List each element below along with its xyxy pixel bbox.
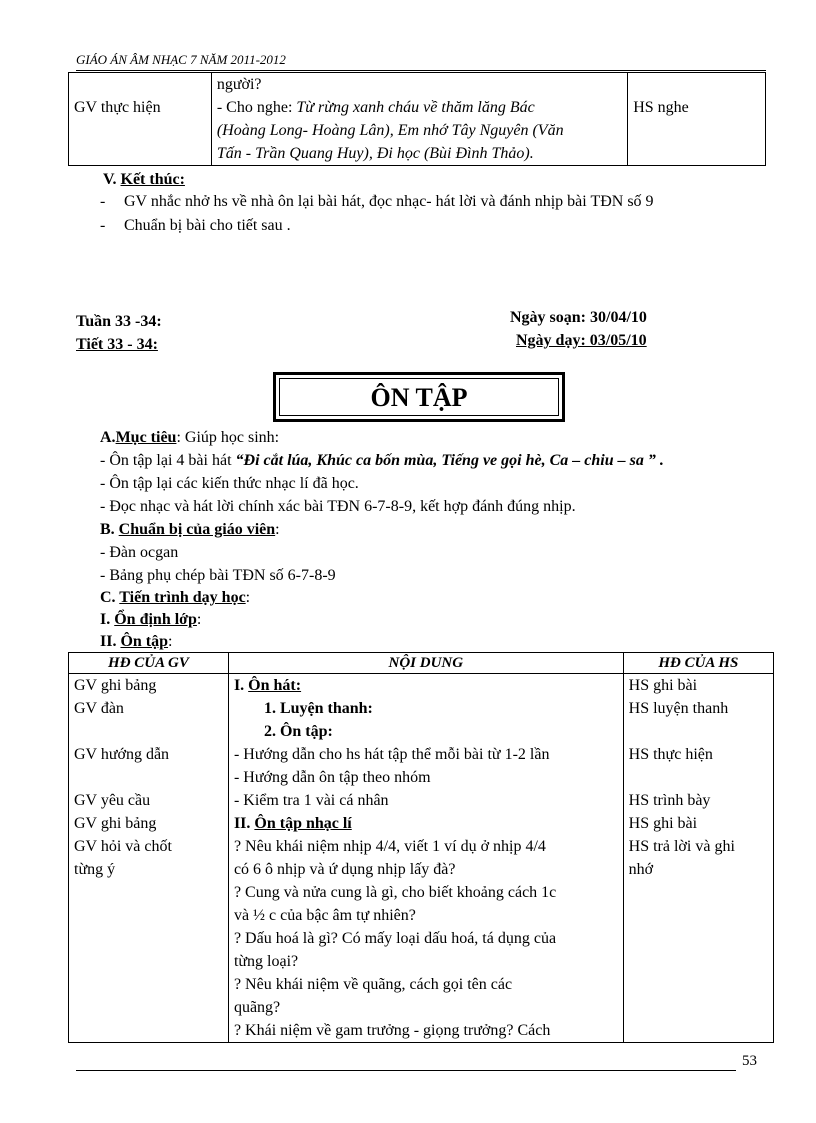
- top-table-line: (Hoàng Long- Hoàng Lân), Em nhớ Tây Nguyên (Văn: [216, 122, 564, 139]
- gv-activity-line: [74, 973, 223, 996]
- main-table-body-row: [69, 674, 774, 1043]
- muc-tieu-rest: : Giúp học sinh:: [176, 429, 280, 446]
- on-dinh-prefix: I.: [100, 611, 115, 628]
- top-table-col1: [69, 73, 212, 166]
- hs-activity-line: [629, 766, 768, 789]
- gv-activity-line: GV đàn: [74, 700, 124, 717]
- ket-thuc-bullet-dash: -: [100, 193, 106, 210]
- title-box: [273, 372, 565, 422]
- content-line: và ½ c của bậc âm tự nhiên?: [233, 907, 416, 924]
- muc-tieu-line3: - Đọc nhạc và hát lời chính xác bài TĐN 6-7-8-9, kết hợp đánh đúng nhịp.: [100, 498, 576, 515]
- content-heading-label: Ôn hát:: [248, 677, 302, 694]
- page-header: [76, 52, 766, 71]
- on-tap-label: Ôn tập: [120, 633, 169, 650]
- hs-activity-line: [629, 927, 768, 950]
- top-table-line-italic: Từ rừng xanh cháu về thăm lăng Bác: [296, 99, 535, 116]
- gv-activity-line: GV ghi bảng: [74, 677, 157, 694]
- top-table-col1-text: GV thực hiện: [74, 99, 161, 116]
- on-tap-prefix: II.: [100, 633, 121, 650]
- content-line: ? Khái niệm về gam trưởng - giọng trưởng? Cách: [233, 1022, 551, 1039]
- content-line: - Hướng dẫn ôn tập theo nhóm: [233, 769, 431, 786]
- chuan-bi-colon: :: [275, 521, 280, 538]
- content-line: - Kiểm tra 1 vài cá nhân: [233, 792, 389, 809]
- on-tap-colon: :: [168, 633, 173, 650]
- top-table-line: người?: [216, 76, 262, 93]
- gv-activity-line: [74, 927, 223, 950]
- content-line: ? Nêu khái niệm về quãng, cách gọi tên các: [233, 976, 513, 993]
- on-tap-heading: [100, 630, 172, 653]
- gv-activity-line: [74, 766, 223, 789]
- ket-thuc-label: Kết thúc:: [120, 171, 185, 188]
- gv-activity-line: [74, 881, 223, 904]
- top-table-line: [217, 96, 622, 119]
- content-line: [234, 674, 618, 697]
- footer-rule: [76, 1070, 736, 1071]
- header-hd-hs: HĐ CỦA HS: [623, 653, 773, 674]
- hs-activity-line: nhớ: [628, 861, 654, 878]
- gv-activity-line: GV yêu cầu: [74, 792, 151, 809]
- header-title: GIÁO ÁN ÂM NHẠC 7 NĂM 2011-2012: [76, 52, 286, 67]
- ngay-day: Ngày dạy: 03/05/10: [516, 332, 647, 349]
- main-table-col-noi-dung: [228, 674, 623, 1043]
- ket-thuc-heading: [103, 168, 185, 191]
- content-heading-prefix: I.: [233, 677, 249, 694]
- content-line: [234, 812, 618, 835]
- top-table-col2: [211, 73, 627, 166]
- muc-tieu-line2: - Ôn tập lại các kiến thức nhạc lí đã học.: [100, 475, 359, 492]
- content-line: 1. Luyện thanh:: [263, 700, 373, 717]
- hs-activity-line: [629, 904, 768, 927]
- muc-tieu-heading: [100, 426, 279, 449]
- hs-activity-line: HS trả lời và ghi: [628, 838, 735, 855]
- tien-trinh-label: Tiến trình dạy học: [119, 589, 246, 606]
- hs-activity-line: [629, 881, 768, 904]
- main-table: [68, 652, 774, 1043]
- ket-thuc-bullet: Chuẩn bị bài cho tiết sau .: [124, 217, 291, 234]
- gv-activity-line: GV ghi bảng: [74, 815, 157, 832]
- hs-activity-line: [629, 720, 768, 743]
- content-heading-prefix: II.: [233, 815, 255, 832]
- content-line: ? Dấu hoá là gì? Có mấy loại dấu hoá, tá dụng của: [233, 930, 557, 947]
- ket-thuc-prefix: V.: [103, 171, 121, 188]
- hs-activity-line: [629, 950, 768, 973]
- gv-activity-line: [74, 1019, 223, 1042]
- hs-activity-line: [629, 973, 768, 996]
- content-line: ? Nêu khái niệm nhịp 4/4, viết 1 ví dụ ở nhịp 4/4: [233, 838, 546, 855]
- content-line: có 6 ô nhịp và ứ dụng nhịp lấy đà?: [233, 861, 456, 878]
- muc-tieu-label: Mục tiêu: [115, 429, 177, 446]
- chuan-bi-heading: [100, 518, 280, 541]
- gv-activity-line: từng ý: [74, 861, 116, 878]
- main-table-header-row: [69, 653, 774, 674]
- hs-activity-line: HS trình bày: [628, 792, 711, 809]
- top-table-col3-text: HS nghe: [633, 99, 689, 116]
- hs-activity-line: HS ghi bài: [628, 677, 698, 694]
- page-title: ÔN TẬP: [279, 378, 559, 416]
- page-number: 53: [742, 1053, 757, 1069]
- top-table-line-prefix: - Cho nghe:: [216, 99, 297, 116]
- tien-trinh-colon: :: [245, 589, 251, 606]
- hs-activity-line: HS ghi bài: [628, 815, 698, 832]
- header-hd-gv: HĐ CỦA GV: [69, 653, 229, 674]
- tien-trinh-prefix: C.: [100, 589, 120, 606]
- on-dinh-colon: :: [196, 611, 202, 628]
- gv-activity-line: [74, 950, 223, 973]
- gv-activity-line: GV hỏi và chốt: [74, 838, 172, 855]
- muc-tieu-prefix: A.: [100, 429, 116, 446]
- header-noi-dung: NỘI DUNG: [228, 653, 623, 674]
- content-line: quãng?: [233, 999, 281, 1016]
- top-table-line: Tấn - Trần Quang Huy), Đi học (Bùi Đình Thảo).: [216, 145, 534, 162]
- tiet-label: Tiết 33 - 34:: [76, 336, 158, 353]
- content-line: từng loại?: [233, 953, 299, 970]
- content-line: ? Cung và nửa cung là gì, cho biết khoảng cách 1c: [233, 884, 557, 901]
- muc-tieu-line1: [100, 449, 664, 472]
- content-heading-label: Ôn tập nhạc lí: [254, 815, 352, 832]
- content-line: - Hướng dẫn cho hs hát tập thể mỗi bài từ 1-2 lần: [233, 746, 550, 763]
- hs-activity-line: [629, 1019, 768, 1042]
- muc-tieu-line1-songs: “Đi cắt lúa, Khúc ca bốn mùa, Tiếng ve gọi hè, Ca – chiu – sa ” .: [235, 452, 664, 469]
- main-table-col-gv: [69, 674, 229, 1043]
- ngay-soan: Ngày soạn: 30/04/10: [510, 309, 647, 326]
- main-table-col-hs: [623, 674, 773, 1043]
- gv-activity-line: [74, 996, 223, 1019]
- gv-activity-line: [74, 720, 223, 743]
- hs-activity-line: [629, 996, 768, 1019]
- chuan-bi-label: Chuẩn bị của giáo viên: [118, 521, 276, 538]
- hs-activity-line: HS luyện thanh: [628, 700, 729, 717]
- ket-thuc-bullet: GV nhắc nhở hs về nhà ôn lại bài hát, đọc nhạc- hát lời và đánh nhịp bài TĐN số 9: [124, 193, 654, 210]
- gv-activity-line: GV hướng dẫn: [74, 746, 170, 763]
- chuan-bi-line1: - Đàn ocgan: [100, 544, 179, 561]
- content-line: 2. Ôn tập:: [263, 723, 333, 740]
- on-dinh-lop-heading: [100, 608, 201, 631]
- tuan-label: Tuần 33 -34:: [76, 313, 162, 330]
- gv-activity-line: [74, 904, 223, 927]
- chuan-bi-line2: - Bảng phụ chép bài TĐN số 6-7-8-9: [100, 567, 336, 584]
- on-dinh-label: Ổn định lớp: [114, 611, 197, 628]
- top-table-col3: [628, 73, 766, 166]
- muc-tieu-line1-plain: - Ôn tập lại 4 bài hát: [100, 452, 236, 469]
- tien-trinh-heading: [100, 586, 250, 609]
- chuan-bi-prefix: B.: [100, 521, 119, 538]
- hs-activity-line: HS thực hiện: [628, 746, 713, 763]
- ket-thuc-bullet-dash: -: [100, 217, 106, 234]
- top-table: [68, 72, 766, 166]
